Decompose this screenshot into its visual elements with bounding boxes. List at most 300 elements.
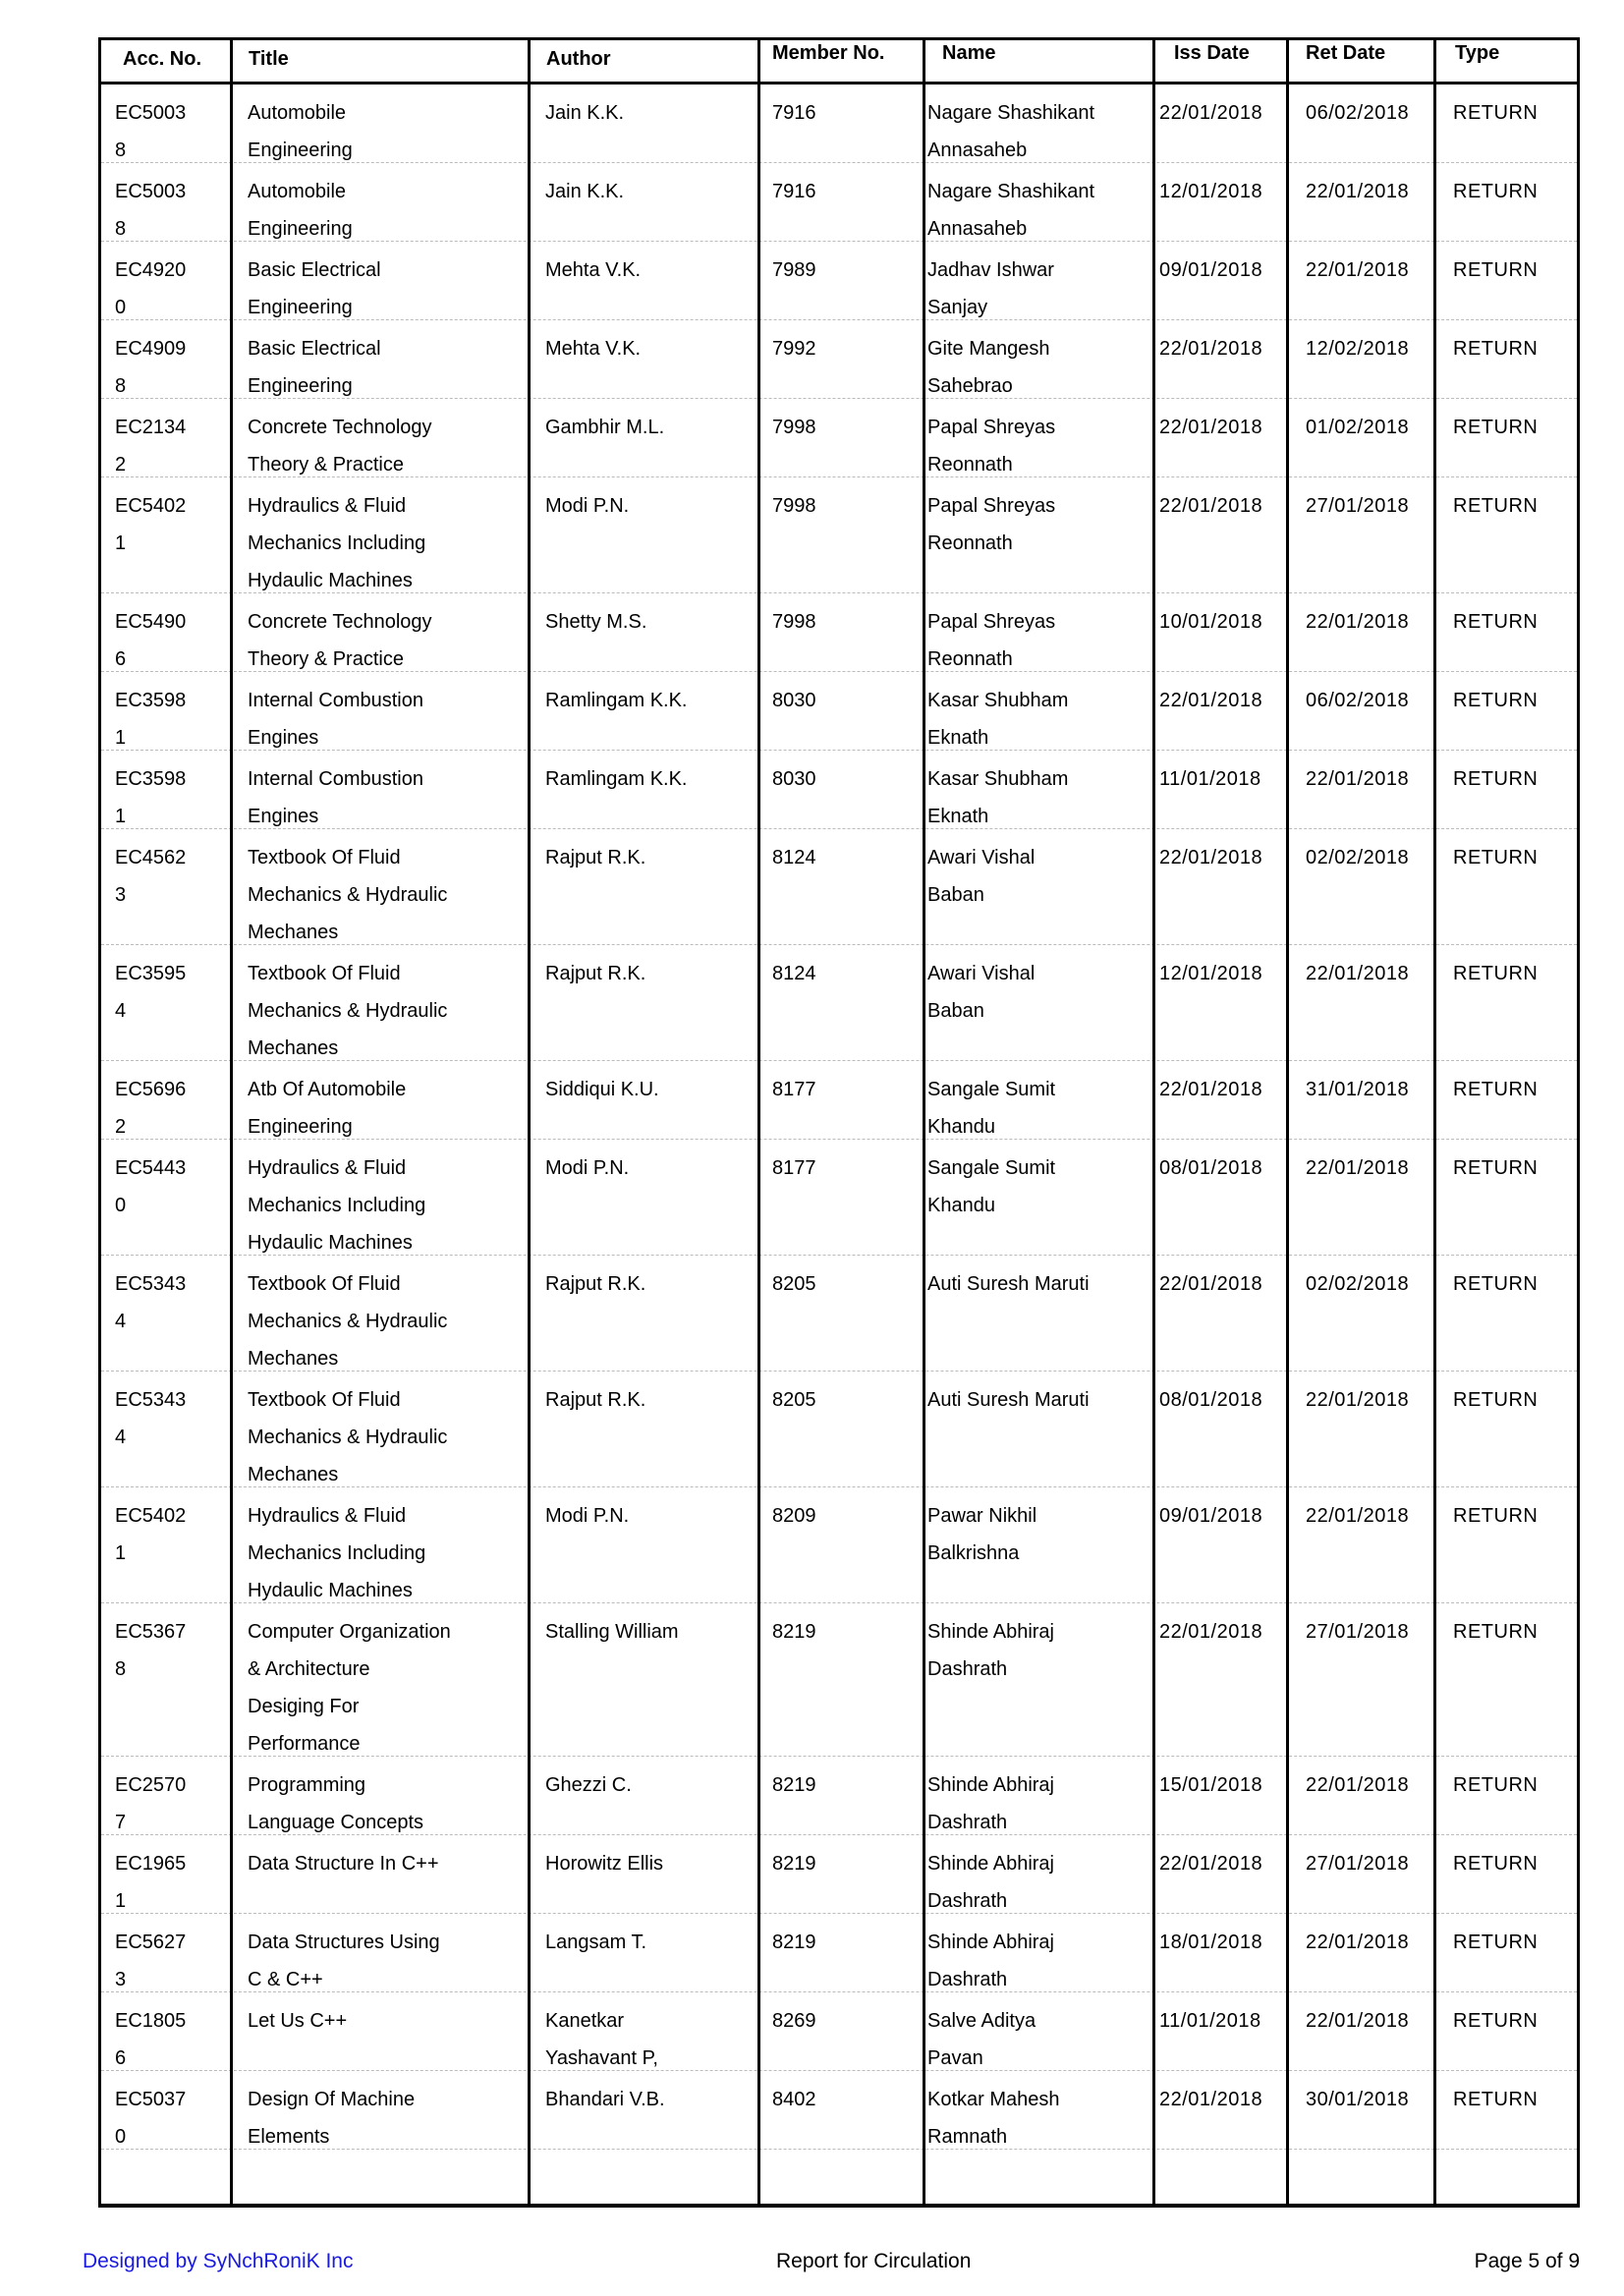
- cell-value: 8177: [772, 1157, 816, 1179]
- cell-acc: [115, 2081, 186, 2156]
- cell-line: Mechanics Including: [248, 532, 426, 554]
- cell-value: RETURN: [1453, 2010, 1539, 2032]
- cell-title: [248, 1924, 440, 1998]
- cell-value: 8219: [772, 1853, 816, 1875]
- column-divider: [528, 40, 531, 2204]
- cell-ret: [1306, 1149, 1409, 1187]
- cell-line: 8: [115, 140, 127, 161]
- col-header-acc-no: Acc. No.: [123, 48, 202, 70]
- table-row: [101, 751, 1577, 829]
- cell-iss: [1159, 252, 1262, 289]
- cell-value: 22/01/2018: [1159, 847, 1263, 868]
- cell-value: RETURN: [1453, 963, 1539, 984]
- cell-value: RETURN: [1453, 1157, 1539, 1179]
- cell-value: 7916: [772, 181, 816, 202]
- cell-line: EC5402: [115, 1505, 187, 1527]
- cell-title: [248, 1613, 451, 1763]
- cell-member: [772, 1381, 816, 1419]
- cell-line: Mechanics & Hydraulic: [248, 1000, 448, 1022]
- cell-line: EC4562: [115, 847, 187, 868]
- cell-type: [1453, 252, 1538, 289]
- cell-author: [545, 252, 641, 289]
- cell-value: 22/01/2018: [1306, 1774, 1410, 1796]
- cell-line: Annasaheb: [927, 218, 1028, 240]
- cell-line: Internal Combustion: [248, 690, 423, 711]
- cell-author: [545, 760, 688, 798]
- cell-value: 8219: [772, 1932, 816, 1953]
- cell-title: [248, 1497, 425, 1609]
- cell-name: [927, 1924, 1054, 1998]
- cell-value: 22/01/2018: [1306, 2010, 1410, 2032]
- cell-member: [772, 252, 816, 289]
- cell-line: Kasar Shubham: [927, 768, 1069, 790]
- cell-ret: [1306, 2002, 1409, 2040]
- cell-title: [248, 409, 432, 483]
- cell-iss: [1159, 2081, 1262, 2118]
- cell-type: [1453, 487, 1538, 525]
- cell-member: [772, 487, 816, 525]
- cell-line: Ramlingam K.K.: [545, 690, 688, 711]
- cell-name: [927, 409, 1055, 483]
- page-number: Page 5 of 9: [1474, 2250, 1580, 2272]
- cell-line: Mechanes: [248, 1464, 339, 1485]
- cell-title: [248, 603, 432, 678]
- cell-line: Design Of Machine: [248, 2089, 416, 2110]
- cell-ret: [1306, 1497, 1409, 1535]
- cell-line: Hydaulic Machines: [248, 1580, 413, 1601]
- cell-line: Sahebrao: [927, 375, 1013, 397]
- cell-line: Reonnath: [927, 648, 1013, 670]
- cell-member: [772, 1265, 816, 1303]
- cell-iss: [1159, 760, 1261, 798]
- cell-line: Rajput R.K.: [545, 847, 646, 868]
- cell-iss: [1159, 1924, 1262, 1961]
- cell-iss: [1159, 955, 1262, 992]
- report-title: Report for Circulation: [776, 2250, 972, 2272]
- cell-ret: [1306, 839, 1409, 876]
- cell-name: [927, 1766, 1054, 1841]
- cell-line: EC5003: [115, 102, 187, 124]
- cell-name: [927, 487, 1055, 562]
- cell-line: Horowitz Ellis: [545, 1853, 664, 1875]
- cell-name: [927, 1497, 1036, 1572]
- column-divider: [757, 40, 760, 2204]
- table-row: [101, 1372, 1577, 1487]
- cell-line: 0: [115, 2126, 127, 2148]
- cell-value: 8219: [772, 1774, 816, 1796]
- cell-line: Eknath: [927, 806, 989, 827]
- table-row: [101, 477, 1577, 593]
- cell-value: RETURN: [1453, 1853, 1539, 1875]
- cell-line: 4: [115, 1000, 127, 1022]
- cell-value: 7916: [772, 102, 816, 124]
- cell-name: [927, 2081, 1060, 2156]
- cell-ret: [1306, 682, 1409, 719]
- cell-value: 8030: [772, 690, 816, 711]
- cell-value: 22/01/2018: [1159, 338, 1263, 360]
- cell-value: 22/01/2018: [1159, 495, 1263, 517]
- circulation-table: [98, 37, 1580, 2208]
- cell-value: 22/01/2018: [1159, 690, 1263, 711]
- cell-line: Concrete Technology: [248, 417, 432, 438]
- cell-iss: [1159, 603, 1262, 641]
- cell-iss: [1159, 1613, 1262, 1651]
- page-footer: [0, 2250, 1624, 2279]
- cell-title: [248, 2081, 415, 2156]
- cell-type: [1453, 603, 1538, 641]
- table-row: [101, 1835, 1577, 1914]
- col-header-member-no: Member No.: [772, 42, 885, 64]
- col-header-title: Title: [249, 48, 289, 70]
- cell-line: Theory & Practice: [248, 648, 404, 670]
- cell-line: Siddiqui K.U.: [545, 1079, 659, 1100]
- cell-ret: [1306, 252, 1409, 289]
- cell-value: 11/01/2018: [1159, 2010, 1261, 2032]
- cell-line: Reonnath: [927, 454, 1013, 476]
- cell-line: Auti Suresh Maruti: [927, 1389, 1090, 1411]
- cell-name: [927, 1613, 1054, 1688]
- cell-name: [927, 760, 1068, 835]
- cell-line: Jain K.K.: [545, 181, 625, 202]
- cell-line: EC5402: [115, 495, 187, 517]
- cell-author: [545, 2002, 658, 2077]
- cell-value: RETURN: [1453, 1774, 1539, 1796]
- cell-member: [772, 1924, 816, 1961]
- cell-line: 6: [115, 648, 127, 670]
- cell-author: [545, 2081, 665, 2118]
- cell-title: [248, 1845, 439, 1882]
- cell-author: [545, 1613, 679, 1651]
- cell-ret: [1306, 330, 1409, 367]
- cell-line: Papal Shreyas: [927, 417, 1056, 438]
- cell-line: Atb Of Automobile: [248, 1079, 407, 1100]
- column-divider: [230, 40, 233, 2204]
- cell-value: 30/01/2018: [1306, 2089, 1410, 2110]
- cell-acc: [115, 682, 186, 756]
- cell-iss: [1159, 94, 1262, 132]
- cell-value: 27/01/2018: [1306, 1621, 1410, 1643]
- cell-acc: [115, 1613, 186, 1688]
- table-row: [101, 1487, 1577, 1603]
- cell-line: Jain K.K.: [545, 102, 625, 124]
- cell-value: 31/01/2018: [1306, 1079, 1410, 1100]
- cell-type: [1453, 409, 1538, 446]
- cell-value: RETURN: [1453, 181, 1539, 202]
- cell-value: 22/01/2018: [1159, 417, 1263, 438]
- cell-iss: [1159, 1766, 1262, 1804]
- cell-line: Let Us C++: [248, 2010, 348, 2032]
- cell-line: Shinde Abhiraj: [927, 1853, 1054, 1875]
- cell-line: Bhandari V.B.: [545, 2089, 665, 2110]
- cell-acc: [115, 1381, 186, 1456]
- col-header-ret-date: Ret Date: [1306, 42, 1386, 64]
- cell-type: [1453, 330, 1538, 367]
- cell-line: EC5037: [115, 2089, 187, 2110]
- table-row: [101, 945, 1577, 1061]
- cell-value: 12/01/2018: [1159, 963, 1263, 984]
- cell-line: 0: [115, 297, 127, 318]
- cell-line: Rajput R.K.: [545, 1389, 646, 1411]
- column-divider: [1433, 40, 1436, 2204]
- cell-line: 6: [115, 2047, 127, 2069]
- cell-iss: [1159, 1149, 1262, 1187]
- cell-line: Langsam T.: [545, 1932, 647, 1953]
- cell-line: Dashrath: [927, 1812, 1008, 1833]
- cell-line: Sanjay: [927, 297, 988, 318]
- cell-ret: [1306, 1381, 1409, 1419]
- cell-line: Modi P.N.: [545, 495, 630, 517]
- cell-line: Papal Shreyas: [927, 611, 1056, 633]
- cell-line: Engines: [248, 727, 319, 749]
- cell-value: RETURN: [1453, 1079, 1539, 1100]
- cell-line: Dashrath: [927, 1890, 1008, 1912]
- col-header-iss-date: Iss Date: [1174, 42, 1250, 64]
- cell-line: Pavan: [927, 2047, 983, 2069]
- cell-acc: [115, 1766, 186, 1841]
- cell-acc: [115, 1149, 186, 1224]
- cell-line: Basic Electrical: [248, 259, 381, 281]
- cell-line: Engines: [248, 806, 319, 827]
- cell-value: RETURN: [1453, 1389, 1539, 1411]
- table-row: [101, 163, 1577, 242]
- cell-line: 4: [115, 1427, 127, 1448]
- cell-acc: [115, 409, 186, 483]
- cell-value: 8209: [772, 1505, 816, 1527]
- cell-line: Textbook Of Fluid: [248, 1389, 401, 1411]
- cell-line: Basic Electrical: [248, 338, 381, 360]
- cell-line: Mehta V.K.: [545, 338, 642, 360]
- cell-line: Jadhav Ishwar: [927, 259, 1054, 281]
- cell-line: Shinde Abhiraj: [927, 1621, 1054, 1643]
- cell-value: 8269: [772, 2010, 816, 2032]
- cell-line: Sangale Sumit: [927, 1079, 1056, 1100]
- designer-credit-link[interactable]: Designed by SyNchRoniK Inc: [83, 2250, 354, 2272]
- cell-type: [1453, 839, 1538, 876]
- cell-value: 8030: [772, 768, 816, 790]
- cell-value: 7998: [772, 417, 816, 438]
- cell-title: [248, 955, 447, 1067]
- cell-ret: [1306, 1071, 1409, 1108]
- cell-name: [927, 603, 1055, 678]
- cell-name: [927, 682, 1068, 756]
- table-header: [101, 40, 1577, 84]
- cell-author: [545, 1071, 659, 1108]
- cell-ret: [1306, 955, 1409, 992]
- cell-type: [1453, 2081, 1538, 2118]
- cell-title: [248, 1381, 447, 1493]
- cell-line: Gite Mangesh: [927, 338, 1050, 360]
- cell-name: [927, 1071, 1055, 1146]
- cell-iss: [1159, 1497, 1262, 1535]
- cell-line: Stalling William: [545, 1621, 679, 1643]
- cell-line: Hydaulic Machines: [248, 1232, 413, 1254]
- cell-ret: [1306, 760, 1409, 798]
- cell-line: Kasar Shubham: [927, 690, 1069, 711]
- cell-author: [545, 173, 624, 210]
- cell-line: Mehta V.K.: [545, 259, 642, 281]
- cell-acc: [115, 487, 186, 562]
- cell-author: [545, 955, 645, 992]
- cell-line: Dashrath: [927, 1969, 1008, 1990]
- cell-value: 08/01/2018: [1159, 1389, 1263, 1411]
- col-header-type: Type: [1455, 42, 1500, 64]
- cell-line: Automobile: [248, 181, 347, 202]
- cell-line: Kanetkar: [545, 2010, 625, 2032]
- cell-line: Annasaheb: [927, 140, 1028, 161]
- cell-line: & Architecture: [248, 1658, 370, 1680]
- cell-line: 1: [115, 1890, 127, 1912]
- cell-value: RETURN: [1453, 1273, 1539, 1295]
- cell-line: Modi P.N.: [545, 1505, 630, 1527]
- cell-line: Kotkar Mahesh: [927, 2089, 1060, 2110]
- cell-line: Ramnath: [927, 2126, 1008, 2148]
- cell-line: Hydraulics & Fluid: [248, 1505, 407, 1527]
- cell-value: 15/01/2018: [1159, 1774, 1263, 1796]
- cell-line: 8: [115, 218, 127, 240]
- cell-line: EC4909: [115, 338, 187, 360]
- cell-line: Textbook Of Fluid: [248, 1273, 401, 1295]
- cell-ret: [1306, 94, 1409, 132]
- cell-iss: [1159, 330, 1262, 367]
- cell-ret: [1306, 603, 1409, 641]
- cell-author: [545, 94, 624, 132]
- table-row: [101, 320, 1577, 399]
- cell-line: Sangale Sumit: [927, 1157, 1056, 1179]
- cell-type: [1453, 1613, 1538, 1651]
- cell-author: [545, 1149, 629, 1187]
- cell-line: EC1965: [115, 1853, 187, 1875]
- cell-line: Theory & Practice: [248, 454, 404, 476]
- cell-name: [927, 94, 1094, 169]
- cell-ret: [1306, 173, 1409, 210]
- cell-type: [1453, 1265, 1538, 1303]
- table-row: [101, 1603, 1577, 1757]
- cell-iss: [1159, 1845, 1262, 1882]
- cell-line: Engineering: [248, 1116, 353, 1138]
- cell-line: Desiging For: [248, 1696, 360, 1717]
- cell-value: 22/01/2018: [1306, 768, 1410, 790]
- cell-type: [1453, 173, 1538, 210]
- cell-title: [248, 1071, 406, 1146]
- cell-name: [927, 1845, 1054, 1920]
- cell-iss: [1159, 839, 1262, 876]
- cell-ret: [1306, 1613, 1409, 1651]
- cell-type: [1453, 1497, 1538, 1535]
- cell-member: [772, 760, 816, 798]
- cell-title: [248, 252, 381, 326]
- cell-line: 2: [115, 454, 127, 476]
- cell-value: RETURN: [1453, 1621, 1539, 1643]
- cell-value: 09/01/2018: [1159, 259, 1263, 281]
- cell-line: Yashavant P,: [545, 2047, 658, 2069]
- column-divider: [1152, 40, 1155, 2204]
- cell-line: Engineering: [248, 375, 353, 397]
- cell-line: Mechanics Including: [248, 1195, 426, 1216]
- cell-iss: [1159, 487, 1262, 525]
- cell-title: [248, 682, 423, 756]
- cell-line: EC4920: [115, 259, 187, 281]
- table-row: [101, 242, 1577, 320]
- cell-author: [545, 1381, 645, 1419]
- cell-value: RETURN: [1453, 1932, 1539, 1953]
- cell-type: [1453, 2002, 1538, 2040]
- cell-line: Textbook Of Fluid: [248, 963, 401, 984]
- col-header-name: Name: [942, 42, 996, 64]
- table-row: [101, 593, 1577, 672]
- cell-line: Khandu: [927, 1116, 995, 1138]
- cell-value: 7998: [772, 611, 816, 633]
- cell-line: Auti Suresh Maruti: [927, 1273, 1090, 1295]
- cell-member: [772, 330, 816, 367]
- cell-value: 7989: [772, 259, 816, 281]
- cell-value: RETURN: [1453, 259, 1539, 281]
- cell-value: 22/01/2018: [1159, 1621, 1263, 1643]
- cell-acc: [115, 2002, 186, 2077]
- cell-acc: [115, 94, 186, 169]
- cell-name: [927, 1381, 1090, 1419]
- cell-value: 7992: [772, 338, 816, 360]
- cell-line: C & C++: [248, 1969, 323, 1990]
- cell-value: 8177: [772, 1079, 816, 1100]
- column-divider: [923, 40, 925, 2204]
- cell-value: 12/01/2018: [1159, 181, 1263, 202]
- cell-line: EC5627: [115, 1932, 187, 1953]
- cell-type: [1453, 1766, 1538, 1804]
- cell-acc: [115, 252, 186, 326]
- cell-title: [248, 487, 425, 599]
- cell-line: EC5443: [115, 1157, 187, 1179]
- cell-line: Ghezzi C.: [545, 1774, 632, 1796]
- cell-line: Mechanics & Hydraulic: [248, 1427, 448, 1448]
- cell-type: [1453, 94, 1538, 132]
- table-row: [101, 829, 1577, 945]
- column-divider: [1286, 40, 1289, 2204]
- cell-line: EC3595: [115, 963, 187, 984]
- cell-title: [248, 760, 423, 835]
- cell-author: [545, 487, 629, 525]
- cell-line: Hydaulic Machines: [248, 570, 413, 591]
- cell-line: Internal Combustion: [248, 768, 423, 790]
- table-row: [101, 2071, 1577, 2150]
- cell-line: 2: [115, 1116, 127, 1138]
- cell-type: [1453, 1381, 1538, 1419]
- cell-line: Language Concepts: [248, 1812, 424, 1833]
- cell-line: Programming: [248, 1774, 366, 1796]
- cell-line: Data Structure In C++: [248, 1853, 439, 1875]
- cell-member: [772, 1766, 816, 1804]
- cell-value: 18/01/2018: [1159, 1932, 1263, 1953]
- cell-value: RETURN: [1453, 690, 1539, 711]
- cell-value: 8205: [772, 1389, 816, 1411]
- cell-member: [772, 682, 816, 719]
- cell-line: Awari Vishal: [927, 847, 1036, 868]
- cell-iss: [1159, 1071, 1262, 1108]
- cell-value: 27/01/2018: [1306, 495, 1410, 517]
- cell-line: EC5343: [115, 1389, 187, 1411]
- cell-line: 1: [115, 532, 127, 554]
- cell-value: RETURN: [1453, 417, 1539, 438]
- cell-line: EC5696: [115, 1079, 187, 1100]
- cell-type: [1453, 682, 1538, 719]
- cell-value: RETURN: [1453, 2089, 1539, 2110]
- cell-member: [772, 94, 816, 132]
- cell-member: [772, 2002, 816, 2040]
- cell-ret: [1306, 2081, 1409, 2118]
- cell-value: 12/02/2018: [1306, 338, 1410, 360]
- table-row: [101, 1757, 1577, 1835]
- cell-value: 22/01/2018: [1159, 102, 1263, 124]
- cell-type: [1453, 1071, 1538, 1108]
